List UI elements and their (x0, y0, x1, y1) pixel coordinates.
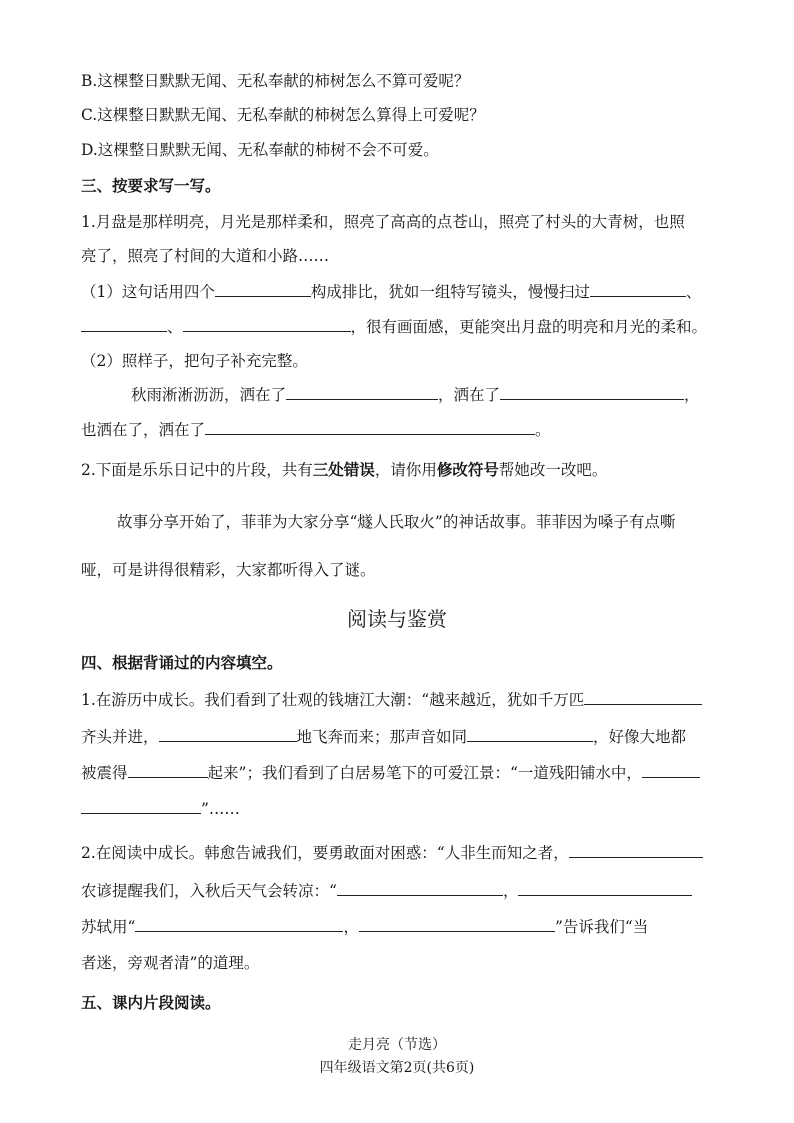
s4-q1-text-a: 1.在游历中成长。我们看到了壮观的钱塘江大潮：“越来越近，犹如千万匹 (81, 691, 585, 709)
s4-q1-text-c: 地飞奔而来；那声音如同 (296, 728, 468, 746)
s3-q2-text-a: 2.下面是乐乐日记中的片段，共有 (81, 461, 313, 479)
s4-q2-row1 (81, 841, 703, 865)
answer-blank[interactable] (590, 280, 686, 297)
answer-blank[interactable] (337, 879, 503, 896)
s4-q1-row2 (81, 725, 686, 749)
s4-q1-text-f: 起来”；我们看到了白居易笔下的可爱江景：“一道残阳铺水中， (207, 764, 642, 782)
s3-q2-text-c: ，请你用 (374, 461, 437, 479)
diary-text-line2: 哑，可是讲得很精彩，大家都听得入了谜。 (81, 561, 376, 579)
s4-q1-text-e: 被震得 (81, 764, 128, 782)
s4-q2-text-b: 农谚提醒我们，入秋后天气会转凉：“ (81, 882, 337, 900)
answer-blank[interactable] (518, 879, 692, 896)
s4-q2-row3 (81, 915, 648, 939)
answer-blank[interactable] (642, 761, 700, 778)
s3-q2-intro (81, 458, 607, 482)
s3-example-text-e: 。 (535, 421, 551, 439)
s4-q2-row2 (81, 879, 692, 903)
s4-q2-text-c: ， (502, 882, 519, 900)
s4-q1-text-g: ”…… (201, 800, 240, 818)
section-4-heading: 四、根据背诵过的内容填空。 (81, 653, 283, 672)
diary-text-line1: 故事分享开始了，菲菲为大家分享“燧人氏取火”的神话故事。菲菲因为嗓子有点嘶 (117, 513, 676, 531)
answer-blank[interactable] (159, 725, 297, 742)
answer-blank[interactable] (215, 280, 311, 297)
s4-q1-row3 (81, 761, 700, 785)
s3-q1-part1-text-a: （1）这句话用四个 (81, 283, 215, 301)
s3-q1-part1-text-e: ，很有画面感，更能突出月盘的明亮和月光的柔和。 (350, 318, 708, 336)
s4-q1-text-d: ，好像大地都 (593, 728, 687, 746)
option-d: D.这棵整日默默无闻、无私奉献的柿树不会不可爱。 (81, 141, 439, 159)
answer-blank[interactable] (500, 383, 684, 400)
option-c: C.这棵整日默默无闻、无私奉献的柿树怎么算得上可爱呢？ (81, 106, 485, 124)
s3-example-text-c: ， (684, 386, 700, 404)
reading-section-title: 阅读与鉴赏 (347, 607, 447, 631)
s3-example-text-d: 也洒在了，洒在了 (81, 421, 206, 439)
s4-q2-text-f: ”告诉我们“当 (554, 918, 649, 936)
s4-q1-row1 (81, 688, 702, 712)
answer-blank[interactable] (81, 315, 167, 332)
s4-q2-text-e: ， (343, 918, 359, 936)
s3-q1-example-row1 (131, 383, 700, 407)
s3-q1-line2: 亮了，照亮了村间的大道和小路…… (81, 247, 330, 265)
section-5-heading: 五、课内片段阅读。 (81, 993, 221, 1012)
s3-q2-emphasis-marks: 修改符号 (436, 460, 499, 479)
s4-q2-text-a: 2.在阅读中成长。韩愈告诫我们，要勇敢面对困惑：“人非生而知之者， (81, 844, 569, 862)
s4-q1-text-b: 齐头并进， (81, 728, 159, 746)
answer-blank[interactable] (128, 761, 208, 778)
passage-title: 走月亮（节选） (348, 1037, 446, 1053)
s3-q1-line1: 1.月盘是那样明亮，月光是那样柔和，照亮了高高的点苍山，照亮了村头的大青树，也照 (81, 213, 685, 231)
s3-q2-emphasis-errors: 三处错误 (312, 460, 375, 479)
s3-q1-part1-text-c: 、 (685, 283, 702, 301)
answer-blank[interactable] (205, 418, 535, 435)
answer-blank[interactable] (467, 725, 593, 742)
section-3-heading: 三、按要求写一写。 (81, 176, 221, 195)
s3-q1-example-row2 (81, 418, 551, 442)
page-number: 四年级语文第2页(共6页) (319, 1060, 475, 1076)
s3-q1-part1-row1 (81, 280, 701, 304)
answer-blank[interactable] (286, 383, 438, 400)
s4-q2-text-d: 苏轼用“ (81, 918, 136, 936)
s3-q1-part1-row2 (81, 315, 707, 339)
answer-blank[interactable] (569, 841, 703, 858)
s3-q1-part1-text-d: 、 (167, 318, 183, 336)
answer-blank[interactable] (183, 315, 351, 332)
s4-q1-row4 (81, 797, 240, 821)
s3-q2-text-e: 帮她改一改吧。 (498, 461, 608, 479)
answer-blank[interactable] (359, 915, 555, 932)
s3-q1-part1-text-b: 构成排比，犹如一组特写镜头，慢慢扫过 (310, 283, 590, 301)
answer-blank[interactable] (584, 688, 702, 705)
option-b: B.这棵整日默默无闻、无私奉献的柿树怎么不算可爱呢？ (81, 72, 470, 90)
s3-example-text-a: 秋雨淅淅沥沥，洒在了 (131, 386, 287, 404)
s3-q1-part2: （2）照样子，把句子补充完整。 (81, 352, 308, 370)
answer-blank[interactable] (135, 915, 343, 932)
s3-example-text-b: ，洒在了 (438, 386, 501, 404)
s4-q2-row4: 者迷，旁观者清”的道理。 (81, 954, 260, 972)
answer-blank[interactable] (81, 797, 201, 814)
